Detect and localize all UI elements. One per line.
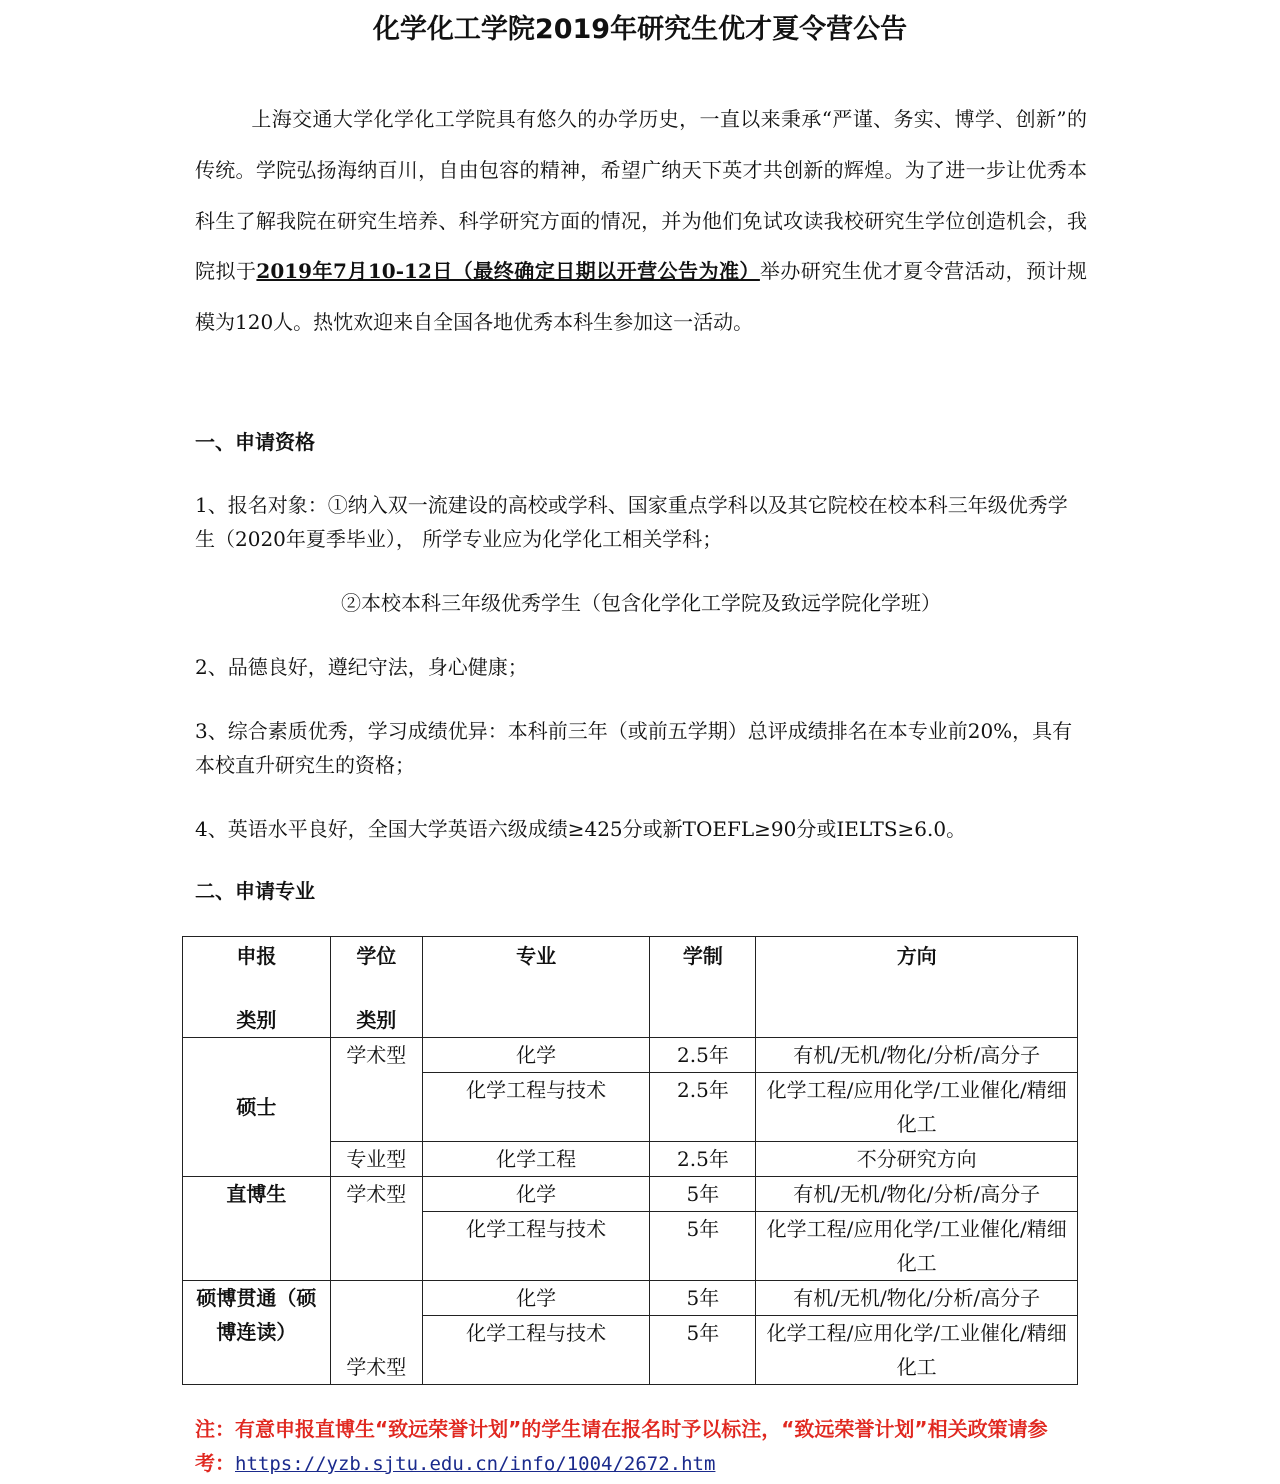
degree-cell: 专业型 (330, 1142, 422, 1177)
header-major: 专业 (422, 937, 650, 1038)
eligibility-item-1b: ②本校本科三年级优秀学生（包含化学化工学院及致远学院化学班） (341, 591, 941, 615)
policy-link[interactable]: https://yzb.sjtu.edu.cn/info/1004/2672.htm (235, 1453, 716, 1475)
major-cell: 化学 (422, 1177, 650, 1212)
intro-text-part2: 举办研究生优才夏令营活动，预计规模为120人。热忱欢迎来自全国各地优秀本科生参加这一活动。 (195, 259, 1088, 335)
direction-cell: 化学工程/应用化学/工业催化/精细化工 (756, 1316, 1078, 1385)
direction-cell: 化学工程/应用化学/工业催化/精细化工 (756, 1073, 1078, 1142)
major-cell: 化学工程与技术 (422, 1316, 650, 1385)
category-direct-phd: 直博生 (183, 1177, 331, 1281)
category-master: 硕士 (183, 1038, 331, 1177)
duration-cell: 5年 (650, 1177, 756, 1212)
majors-table (182, 936, 1078, 1385)
header-duration: 学制 (650, 937, 756, 1038)
direction-cell: 化学工程/应用化学/工业催化/精细化工 (756, 1212, 1078, 1281)
direction-cell: 不分研究方向 (756, 1142, 1078, 1177)
header-direction: 方向 (756, 937, 1078, 1038)
degree-cell: 学术型 (330, 1281, 422, 1385)
honor-program-note (195, 1412, 1087, 1481)
major-cell: 化学工程 (422, 1142, 650, 1177)
table-row (183, 1177, 1078, 1212)
direction-cell: 有机/无机/物化/分析/高分子 (756, 1038, 1078, 1073)
intro-paragraph (195, 94, 1087, 348)
major-cell: 化学工程与技术 (422, 1212, 650, 1281)
major-cell: 化学工程与技术 (422, 1073, 650, 1142)
eligibility-item-4: 4、英语水平良好，全国大学英语六级成绩≥425分或新TOEFL≥90分或IELTS≥6.0。 (195, 817, 967, 841)
direction-cell: 有机/无机/物化/分析/高分子 (756, 1177, 1078, 1212)
duration-cell: 5年 (650, 1212, 756, 1281)
duration-cell: 5年 (650, 1281, 756, 1316)
header-degree: 学位 类别 (330, 937, 422, 1038)
table-header-row (183, 937, 1078, 1038)
page-title: 化学化工学院2019年研究生优才夏令营公告 (372, 14, 908, 45)
duration-cell: 2.5年 (650, 1073, 756, 1142)
major-cell: 化学 (422, 1281, 650, 1316)
category-master-phd: 硕博贯通（硕博连读） (183, 1281, 331, 1385)
note-text: 注：有意申报直博生“致远荣誉计划”的学生请在报名时予以标注，“致远荣誉计划”相关政策请参考： (195, 1417, 1048, 1475)
eligibility-item-2: 2、品德良好，遵纪守法，身心健康； (195, 655, 528, 679)
duration-cell: 5年 (650, 1316, 756, 1385)
eligibility-item-1: 1、报名对象：①纳入双一流建设的高校或学科、国家重点学科以及其它院校在校本科三年级优秀学生（2020年夏季毕业）， 所学专业应为化学化工相关学科； (195, 493, 1068, 551)
intro-text-part1: 上海交通大学化学化工学院具有悠久的办学历史，一直以来秉承“严谨、务实、博学、创新”的传统。学院弘扬海纳百川，自由包容的精神，希望广纳天下英才共创新的辉煌。为了进一步让优秀本科生了解我院在研究生培养、科学研究方面的情况，并为他们免试攻读我校研究生学位创造机会，我院拟于 (195, 107, 1087, 284)
major-cell: 化学 (422, 1038, 650, 1073)
direction-cell: 有机/无机/物化/分析/高分子 (756, 1281, 1078, 1316)
header-category: 申报 类别 (183, 937, 331, 1038)
eligibility-item-3: 3、综合素质优秀，学习成绩优异：本科前三年（或前五学期）总评成绩排名在本专业前20%，具有本校直升研究生的资格； (195, 719, 1073, 777)
table-row (183, 1038, 1078, 1073)
duration-cell: 2.5年 (650, 1142, 756, 1177)
table-row (183, 1281, 1078, 1316)
section-heading-eligibility: 一、申请资格 (195, 430, 315, 454)
section-heading-majors: 二、申请专业 (195, 879, 315, 903)
degree-cell: 学术型 (330, 1177, 422, 1281)
duration-cell: 2.5年 (650, 1038, 756, 1073)
degree-cell: 学术型 (330, 1038, 422, 1142)
camp-date-highlight: 2019年7月10-12日（最终确定日期以开营公告为准） (256, 259, 760, 284)
